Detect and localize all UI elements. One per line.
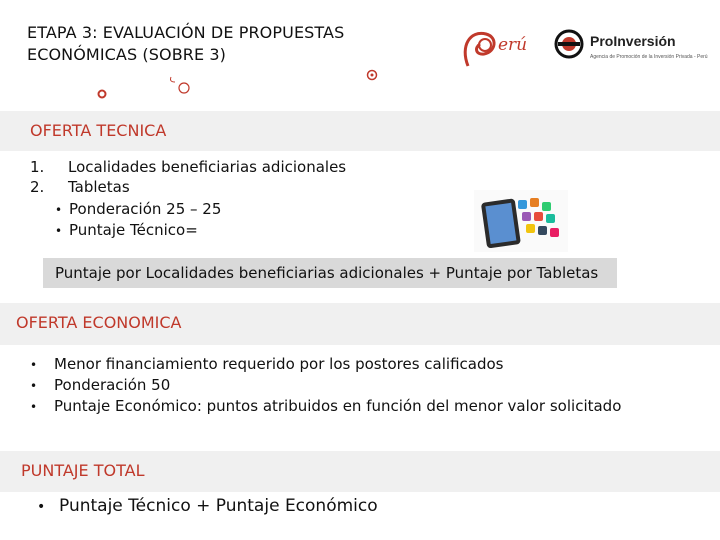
economica-title: OFERTA ECONOMICA bbox=[16, 313, 182, 332]
bullet-text: Puntaje Económico: puntos atribuidos en función del menor valor solicitado bbox=[54, 397, 622, 415]
list-item bbox=[30, 375, 621, 396]
bullet-icon: • bbox=[30, 358, 38, 372]
economica-bullet-list bbox=[30, 354, 621, 417]
tablet-image bbox=[474, 190, 568, 252]
bullet-icon: • bbox=[30, 379, 38, 393]
total-title: PUNTAJE TOTAL bbox=[21, 461, 145, 480]
bullet-icon: • bbox=[55, 224, 63, 238]
bullet-icon: • bbox=[37, 499, 46, 515]
bullet-text: Menor financiamiento requerido por los postores calificados bbox=[54, 355, 504, 373]
technical-score-formula: Puntaje por Localidades beneficiarias adicionales + Puntaje por Tabletas bbox=[43, 258, 617, 288]
tecnica-bullet-list bbox=[55, 199, 221, 241]
proinversion-subtitle: Agencia de Promoción de la Inversión Privada - Perú bbox=[590, 54, 708, 60]
title-line-1: ETAPA 3: EVALUACIÓN DE PROPUESTAS bbox=[27, 23, 345, 42]
list-item bbox=[30, 396, 621, 417]
list-item bbox=[30, 354, 621, 375]
bullet-text: Puntaje Técnico= bbox=[69, 221, 198, 239]
bullet-icon: • bbox=[55, 203, 63, 217]
page-title bbox=[27, 22, 344, 66]
item-number: 2. bbox=[30, 178, 45, 196]
list-item bbox=[55, 220, 221, 241]
total-formula-text: Puntaje Técnico + Puntaje Económico bbox=[59, 496, 378, 516]
bullet-text: Ponderación 50 bbox=[54, 376, 171, 394]
peru-logo-text: erú bbox=[498, 35, 528, 55]
title-line-2: ECONÓMICAS (SOBRE 3) bbox=[27, 45, 227, 64]
proinversion-name: ProInversión bbox=[590, 33, 676, 49]
decorative-swirls bbox=[95, 68, 385, 108]
item-text: Localidades beneficiarias adicionales bbox=[68, 158, 347, 176]
list-item bbox=[55, 199, 221, 220]
item-number: 1. bbox=[30, 158, 45, 176]
total-formula bbox=[37, 496, 378, 516]
peru-logo bbox=[458, 26, 548, 72]
proinversion-logo-icon bbox=[553, 28, 585, 60]
tecnica-title: OFERTA TECNICA bbox=[30, 121, 167, 140]
bullet-text: Ponderación 25 – 25 bbox=[69, 200, 222, 218]
bullet-icon: • bbox=[30, 400, 38, 414]
item-text: Tabletas bbox=[68, 178, 130, 196]
